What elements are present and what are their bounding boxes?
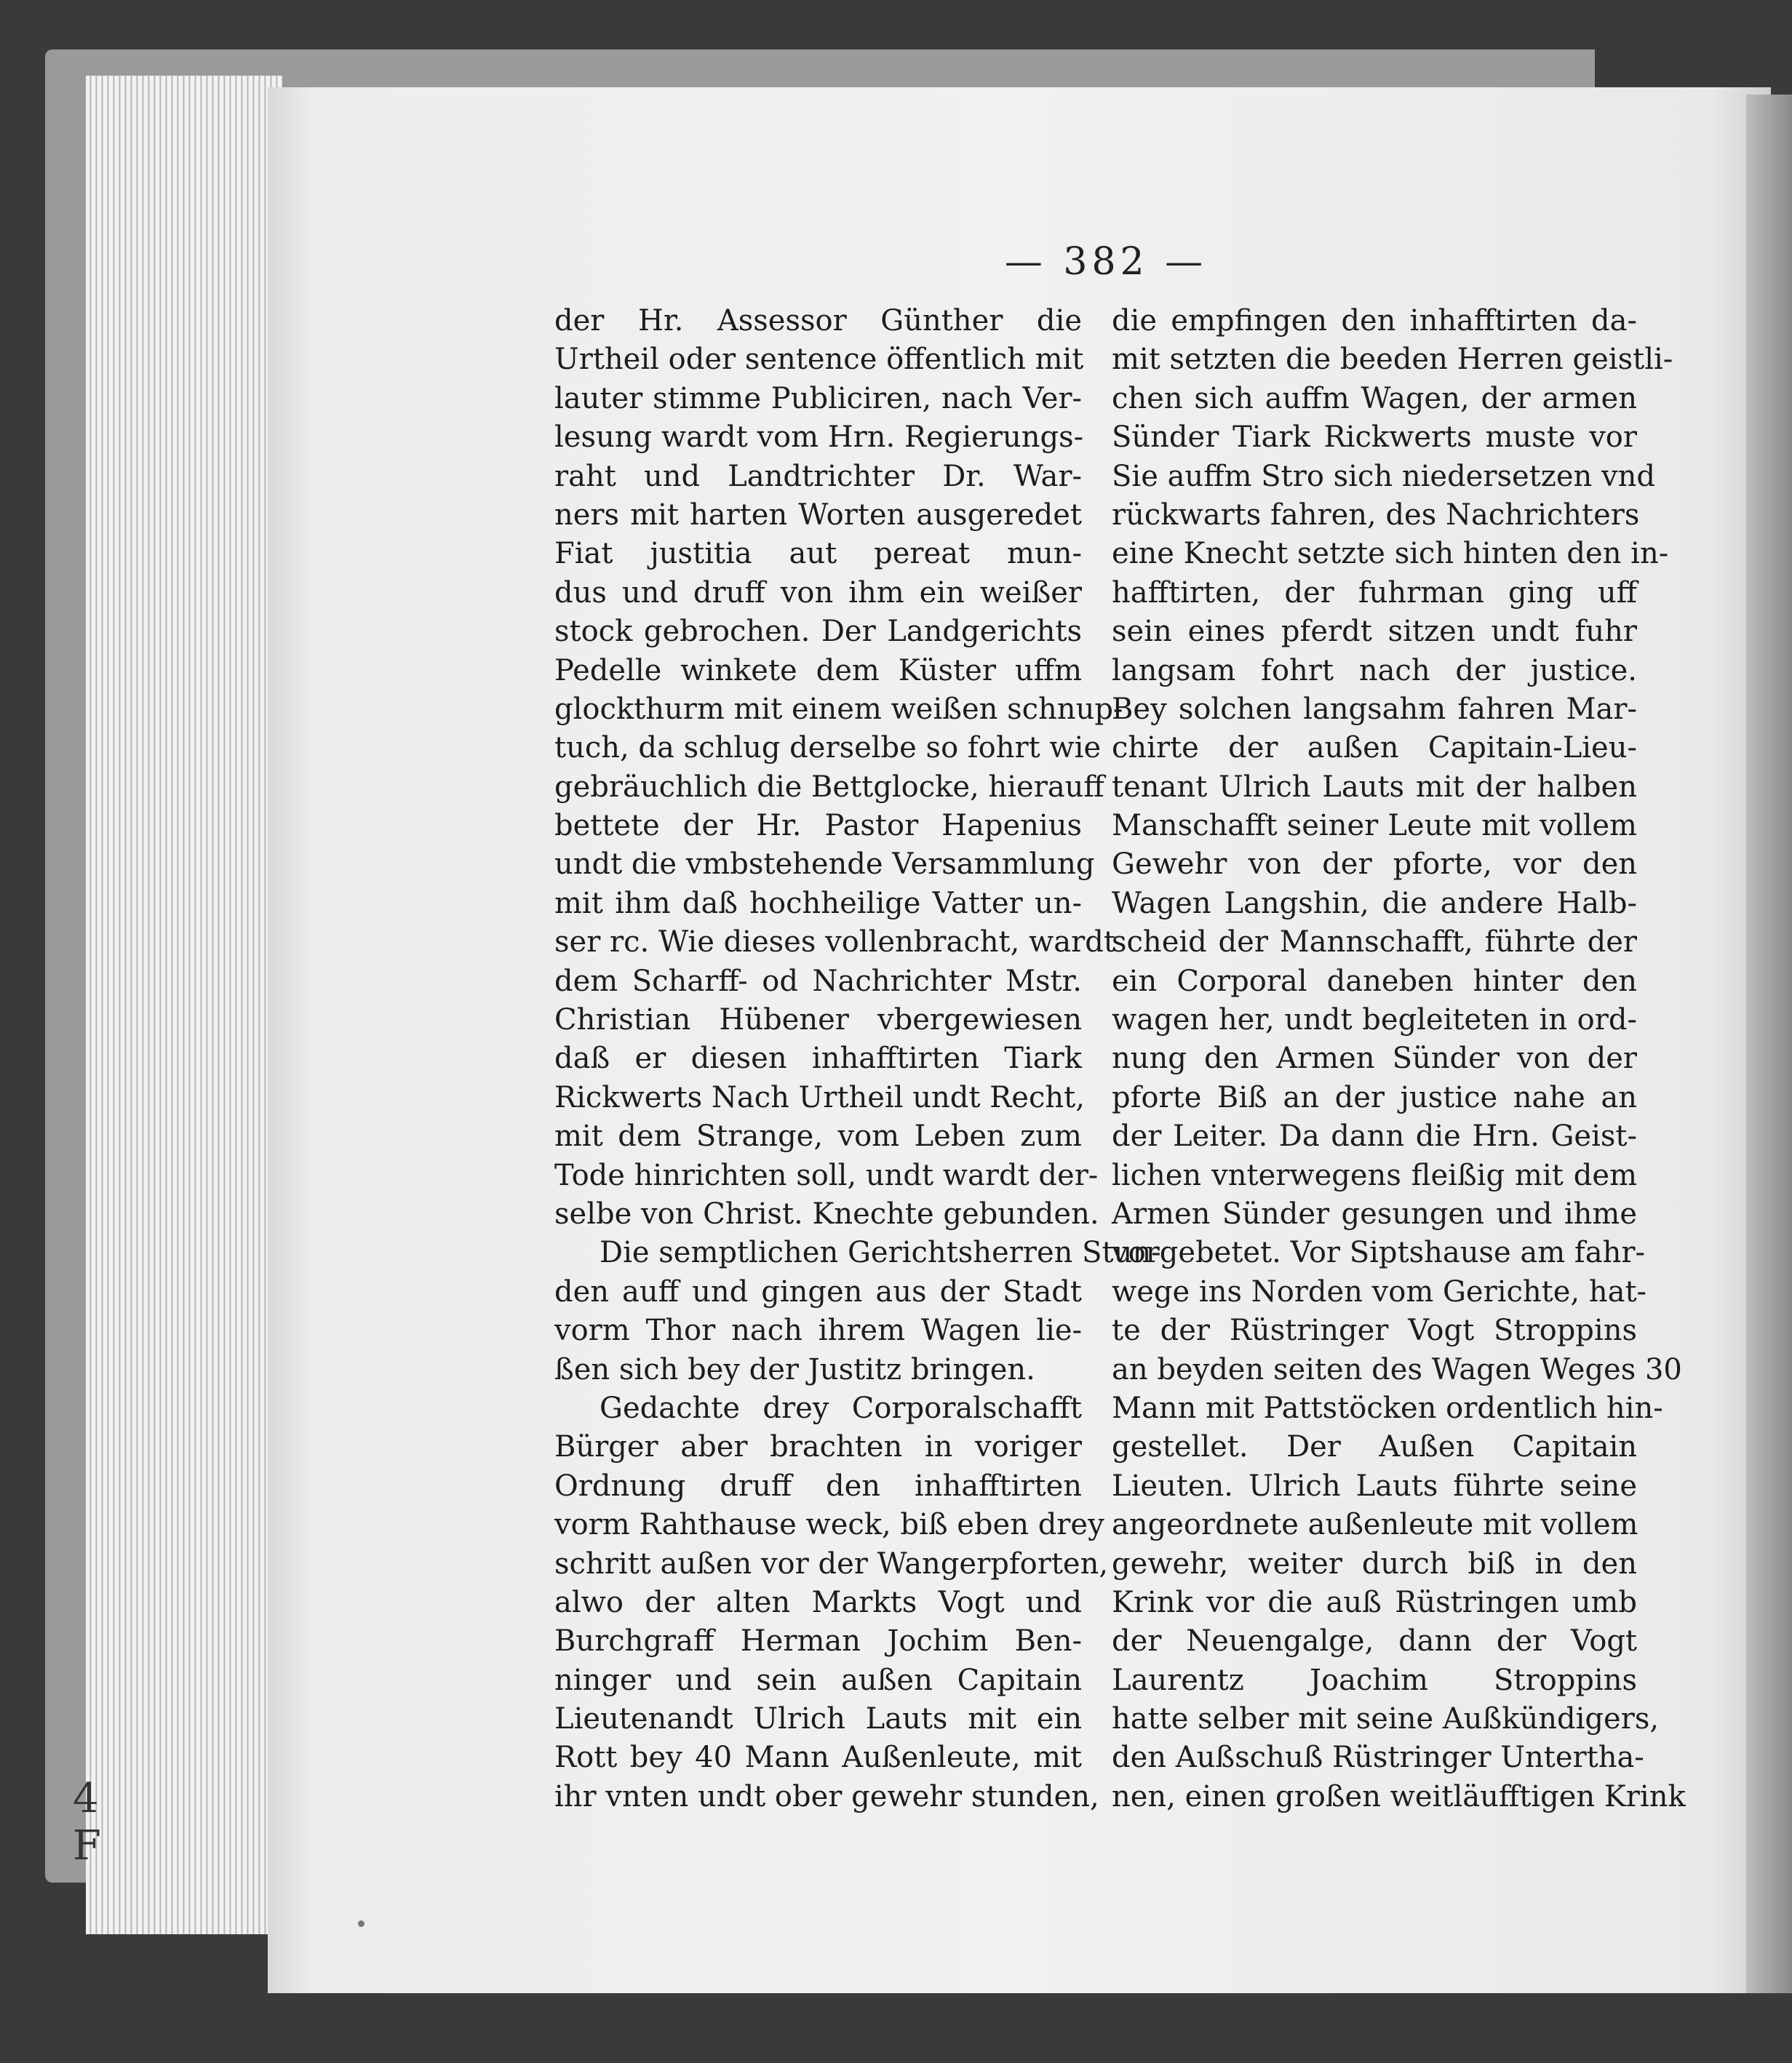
text-line: te der Rüstringer Vogt Stroppins <box>1112 1314 1637 1348</box>
text-line: chen sich auffm Wagen, der armen <box>1112 381 1637 415</box>
text-line: dem Scharff- od Nachrichter Mstr. <box>554 964 1082 998</box>
text-line: hatte selber mit seine Außkündigers, <box>1112 1702 1660 1736</box>
text-line: lichen vnterwegens fleißig mit dem <box>1112 1158 1637 1192</box>
text-line: Armen Sünder gesungen und ihme <box>1112 1197 1637 1231</box>
text-line: vorgebetet. Vor Siptshause am fahr- <box>1112 1236 1645 1270</box>
text-line: nen, einen großen weitläufftigen Krink <box>1112 1779 1686 1813</box>
text-line: ßen sich bey der Justitz bringen. <box>554 1352 1035 1386</box>
text-line: wege ins Norden vom Gerichte, hat- <box>1112 1274 1647 1309</box>
text-line: undt die vmbstehende Versammlung <box>554 847 1095 882</box>
text-line: Sie auffm Stro sich niedersetzen vnd <box>1112 459 1655 493</box>
text-line: gebräuchlich die Bettglocke, hierauff <box>554 770 1104 804</box>
ink-dot <box>358 1920 365 1927</box>
text-line: Christian Hübener vbergewiesen <box>554 1003 1082 1037</box>
next-page-edge <box>1746 95 1792 1993</box>
text-line: Wagen Langshin, die andere Halb- <box>1112 886 1637 920</box>
text-line: langsam fohrt nach der justice. <box>1112 653 1637 687</box>
edge-mark: F <box>73 1822 101 1870</box>
right-text-column <box>1112 302 1686 1816</box>
text-line: scheid der Mannschafft, führte der <box>1112 925 1637 959</box>
text-line: Pedelle winkete dem Küster uffm <box>554 653 1082 687</box>
text-line: tuch, da schlug derselbe so fohrt wie <box>554 731 1102 765</box>
text-line: Lieutenandt Ulrich Lauts mit ein <box>554 1702 1082 1736</box>
text-line: Die semptlichen Gerichtsherren Stun- <box>600 1236 1161 1270</box>
text-line: mit ihm daß hochheilige Vatter un- <box>554 886 1082 920</box>
text-line: raht und Landtrichter Dr. War- <box>554 459 1082 493</box>
text-line: Mann mit Pattstöcken ordentlich hin- <box>1112 1391 1663 1425</box>
text-line: der Hr. Assessor Günther die <box>554 304 1082 338</box>
text-line: Ordnung druff den inhafftirten <box>554 1469 1082 1503</box>
text-line: Fiat justitia aut pereat mun- <box>554 537 1082 571</box>
text-line: nung den Armen Sünder von der <box>1112 1042 1637 1076</box>
text-line: lesung wardt vom Hrn. Regierungs- <box>554 420 1084 455</box>
text-line: der Leiter. Da dann die Hrn. Geist- <box>1112 1120 1637 1154</box>
text-line: ihr vnten undt ober gewehr stunden, <box>554 1779 1099 1813</box>
text-line: gewehr, weiter durch biß in den <box>1112 1547 1637 1581</box>
text-line: der Neuengalge, dann der Vogt <box>1112 1624 1637 1659</box>
text-line: ein Corporal daneben hinter den <box>1112 964 1637 998</box>
text-line: alwo der alten Markts Vogt und <box>554 1585 1082 1619</box>
text-line: Tode hinrichten soll, undt wardt der- <box>554 1158 1099 1192</box>
text-line: gestellet. Der Außen Capitain <box>1112 1430 1637 1464</box>
text-line: Bürger aber brachten in voriger <box>554 1430 1082 1464</box>
text-line: Krink vor die auß Rüstringen umb <box>1112 1585 1637 1619</box>
text-line: mit setzten die beeden Herren geistli- <box>1112 343 1673 377</box>
text-line: bettete der Hr. Pastor Hapenius <box>554 809 1082 843</box>
text-line: an beyden seiten des Wagen Weges 30 <box>1112 1352 1682 1386</box>
page-edges <box>86 76 282 1934</box>
page-number: — 382 — <box>1004 240 1208 284</box>
text-line: pforte Biß an der justice nahe an <box>1112 1080 1637 1114</box>
text-line: Lieuten. Ulrich Lauts führte seine <box>1112 1469 1637 1503</box>
text-line: Burchgraff Herman Jochim Ben- <box>554 1624 1082 1659</box>
text-line: vorm Rahthause weck, biß eben drey <box>554 1508 1104 1542</box>
left-text-column <box>554 302 1161 1816</box>
text-line: hafftirten, der fuhrman ging uff <box>1112 575 1637 610</box>
text-line: Sünder Tiark Rickwerts muste vor <box>1112 420 1637 455</box>
text-line: ners mit harten Worten ausgeredet <box>554 498 1082 532</box>
text-line: die empfingen den inhafftirten da- <box>1112 304 1637 338</box>
text-line: ninger und sein außen Capitain <box>554 1663 1082 1697</box>
text-line: Urtheil oder sentence öffentlich mit <box>554 343 1084 377</box>
edge-marks <box>73 1775 102 1870</box>
text-line: dus und druff von ihm ein weißer <box>554 575 1082 610</box>
text-line: eine Knecht setzte sich hinten den in- <box>1112 537 1669 571</box>
text-line: rückwarts fahren, des Nachrichters <box>1112 498 1640 532</box>
text-line: tenant Ulrich Lauts mit der halben <box>1112 770 1637 804</box>
text-line: daß er diesen inhafftirten Tiark <box>554 1042 1082 1076</box>
text-line: Rott bey 40 Mann Außenleute, mit <box>554 1741 1082 1775</box>
text-line: vorm Thor nach ihrem Wagen lie- <box>554 1314 1082 1348</box>
text-line: glockthurm mit einem weißen schnup- <box>554 692 1123 726</box>
text-line: chirte der außen Capitain-Lieu- <box>1112 731 1637 765</box>
text-line: lauter stimme Publiciren, nach Ver- <box>554 381 1082 415</box>
text-line: den auff und gingen aus der Stadt <box>554 1274 1082 1309</box>
text-line: stock gebrochen. Der Landgerichts <box>554 615 1082 649</box>
text-line: Gedachte drey Corporalschafft <box>600 1391 1082 1425</box>
text-line: selbe von Christ. Knechte gebunden. <box>554 1197 1099 1231</box>
edge-mark: 4 <box>73 1775 99 1822</box>
text-line: Manschafft seiner Leute mit vollem <box>1112 809 1637 843</box>
text-line: Bey solchen langsahm fahren Mar- <box>1112 692 1637 726</box>
text-line: Rickwerts Nach Urtheil undt Recht, <box>554 1080 1085 1114</box>
text-line: sein eines pferdt sitzen undt fuhr <box>1112 615 1637 649</box>
text-line: mit dem Strange, vom Leben zum <box>554 1120 1082 1154</box>
text-line: Gewehr von der pforte, vor den <box>1112 847 1637 882</box>
text-line: den Außschuß Rüstringer Untertha- <box>1112 1741 1644 1775</box>
text-line: ser rc. Wie dieses vollenbracht, wardt <box>554 925 1115 959</box>
text-line: schritt außen vor der Wangerpforten, <box>554 1547 1109 1581</box>
text-line: angeordnete außenleute mit vollem <box>1112 1508 1638 1542</box>
text-line: wagen her, undt begleiteten in ord- <box>1112 1003 1637 1037</box>
text-line: Laurentz Joachim Stroppins <box>1112 1663 1637 1697</box>
